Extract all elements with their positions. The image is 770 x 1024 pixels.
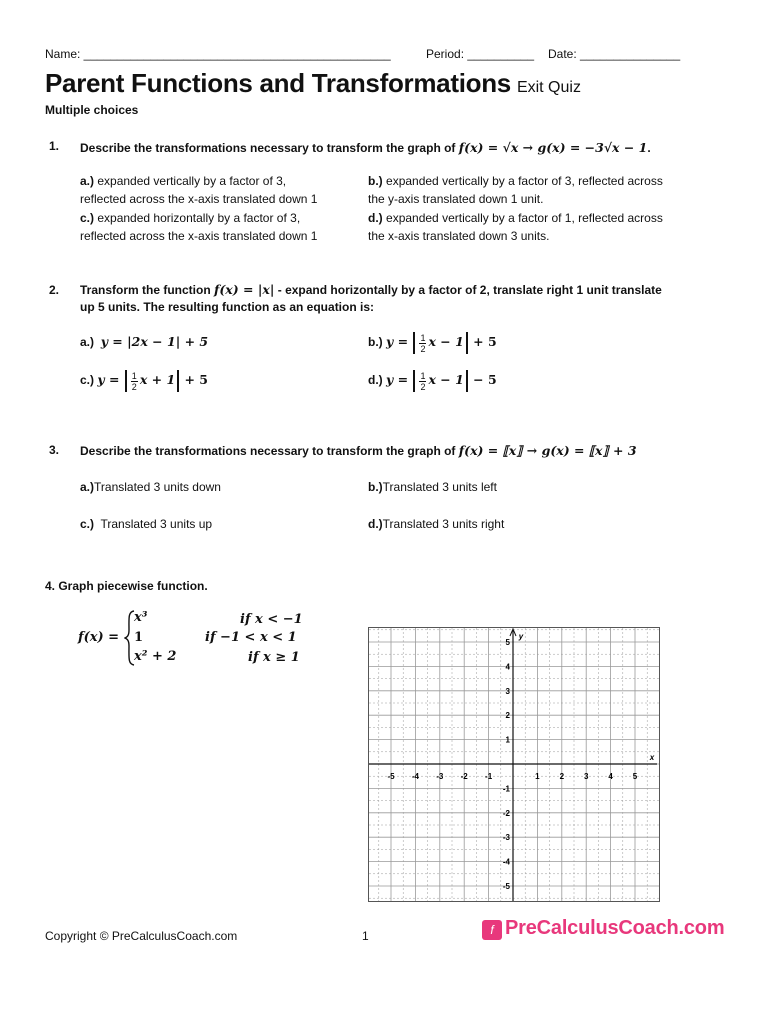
axes: [369, 629, 657, 901]
piecewise-case1-cond: if x < −1: [240, 612, 303, 627]
x-tick-label: -4: [411, 772, 419, 781]
y-tick-label: 5: [505, 638, 510, 647]
site-logo: f PreCalculusCoach.com: [482, 917, 724, 940]
y-tick-label: -5: [502, 882, 510, 891]
y-tick-label: -1: [502, 784, 510, 794]
piecewise-case2-expr: 1: [134, 630, 144, 645]
q1-option-c[interactable]: c.) expanded horizontally by a factor of 3, reflected across the x-axis translated down 1: [80, 211, 318, 243]
q3-number: 3.: [49, 443, 60, 457]
piecewise-case1-expr: x³: [134, 610, 148, 625]
logo-badge-icon: f: [482, 920, 502, 940]
piecewise-fx: f(x) =: [78, 630, 120, 645]
q1-math: f(x) = √x → g(x) = −3√x − 1: [458, 140, 648, 155]
y-axis-label: y: [518, 632, 524, 641]
y-tick-label: -4: [502, 857, 510, 867]
x-tick-label: 5: [632, 772, 638, 781]
q3-option-d[interactable]: d.)Translated 3 units right: [368, 517, 505, 531]
name-field-label: Name: ______________________________________________: [45, 47, 391, 61]
q1-option-b[interactable]: b.) expanded vertically by a factor of 3, reflected across the y-axis translated down 1 unit.: [368, 174, 663, 206]
q1-text: Describe the transformations necessary to transform the graph of f(x) = √x → g(x) = −3√x − 1.: [80, 140, 651, 155]
y-tick-label: 1: [505, 735, 510, 745]
q3-option-a[interactable]: a.)Translated 3 units down: [80, 480, 221, 494]
piecewise-case2-cond: if −1 < x < 1: [205, 630, 297, 645]
title-sub: Exit Quiz: [516, 79, 581, 96]
page-title: [45, 68, 581, 99]
y-tick-label: 3: [505, 686, 510, 696]
x-tick-label: 3: [583, 772, 589, 781]
x-tick-label: -1: [485, 772, 493, 781]
piecewise-case3-cond: if x ≥ 1: [248, 650, 300, 665]
q3-option-b[interactable]: b.)Translated 3 units left: [368, 480, 497, 494]
x-tick-label: 1: [535, 772, 540, 781]
date-field-label: Date: _______________: [548, 47, 681, 61]
q2-text: Transform the function f(x) = |x| - expand horizontally by a factor of 2, translate right 1 unit translate up 5 units. The resulting function as an equation is:: [80, 282, 662, 314]
q2-number: 2.: [49, 283, 60, 297]
q1-number: 1.: [49, 139, 60, 153]
title-main: Parent Functions and Transformations: [45, 68, 511, 98]
x-tick-label: -5: [387, 772, 395, 781]
x-tick-label: -3: [436, 772, 444, 781]
y-tick-label: -3: [502, 833, 510, 843]
coordinate-grid[interactable]: [368, 627, 660, 902]
q1-prompt: Describe the transformations necessary to transform the graph of: [80, 141, 456, 155]
section-heading: Multiple choices: [45, 103, 139, 117]
q3-option-c[interactable]: c.) Translated 3 units up: [80, 517, 213, 531]
page-number: 1: [362, 929, 369, 943]
period-field-label: Period: __________: [426, 47, 535, 61]
x-axis-label: x: [649, 753, 655, 762]
x-tick-label: 2: [559, 772, 565, 781]
y-tick-label: 2: [505, 711, 510, 721]
q1-option-d[interactable]: d.) expanded vertically by a factor of 1, reflected across the x-axis translated down 3 units.: [368, 211, 663, 243]
q1-option-a[interactable]: a.) expanded vertically by a factor of 3, reflected across the x-axis translated down 1: [80, 174, 318, 206]
q2-option-a[interactable]: a.) y = |2x − 1| + 5: [80, 334, 209, 349]
q2-option-c[interactable]: c.) y = $\frac{1}{2}$ x + 1 + 5: [80, 370, 209, 392]
x-tick-label: 4: [608, 772, 613, 781]
q2-option-b[interactable]: b.) y = $\frac{1}{2}$ x − 1 + 5: [368, 332, 497, 354]
y-tick-label: 4: [505, 662, 510, 672]
y-tick-label: -2: [502, 808, 510, 818]
q3-text: Describe the transformations necessary to transform the graph of f(x) = ⟦x⟧ → g(x) = ⟦x⟧ + 3: [80, 443, 637, 458]
copyright-text: Copyright © PreCalculusCoach.com: [45, 929, 238, 943]
q2-option-d[interactable]: d.) y = $\frac{1}{2}$ x − 1 − 5: [368, 370, 497, 392]
piecewise-case3-expr: x² + 2: [134, 649, 177, 664]
x-tick-label: -2: [460, 772, 468, 781]
q4-title: 4. Graph piecewise function.: [45, 579, 208, 593]
